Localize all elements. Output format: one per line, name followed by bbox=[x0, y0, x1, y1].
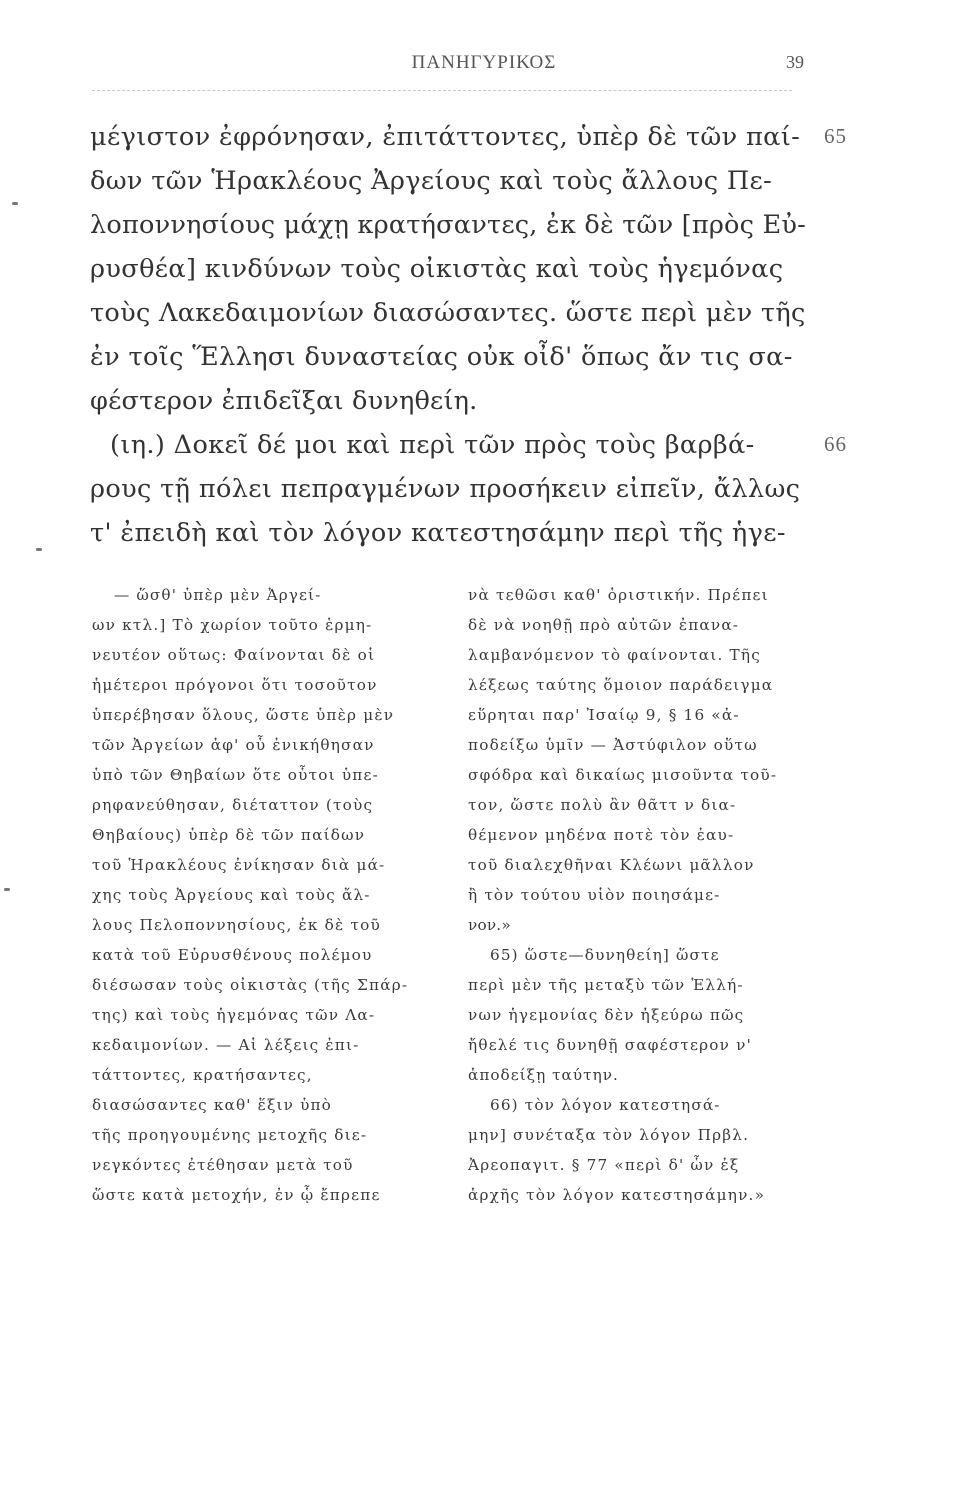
commentary-line: μην] συνέταξα τὸν λόγον Πρβλ. bbox=[468, 1126, 750, 1144]
commentary-line: ρηφανεύθησαν, διέταττον (τοὺς bbox=[92, 796, 374, 814]
commentary-line: εὕρηται παρ' Ἰσαίῳ 9, § 16 «ἀ- bbox=[468, 706, 740, 724]
commentary-line: διασώσαντες καθ' ἕξιν ὑπὸ bbox=[92, 1096, 332, 1114]
commentary-line: τον, ὥστε πολὺ ἂν θᾶττ ν δια- bbox=[468, 796, 737, 814]
main-text-line: ρυσθέα] κινδύνων τοὺς οἰκιστὰς καὶ τοὺς ἡγεμόνας bbox=[90, 254, 784, 284]
commentary-line: νευτέον οὕτως: Φαίνονται δὲ οἱ bbox=[92, 646, 376, 664]
print-smudge bbox=[36, 548, 42, 551]
commentary-line: της) καὶ τοὺς ἡγεμόνας τῶν Λα- bbox=[92, 1006, 376, 1024]
main-text-line: ρους τῇ πόλει πεπραγμένων προσήκειν εἰπεῖν, ἄλλως bbox=[90, 474, 801, 504]
commentary-line: νων ἡγεμονίας δὲν ἠξεύρω πῶς bbox=[468, 1006, 745, 1024]
commentary-line: νεγκόντες ἐτέθησαν μετὰ τοῦ bbox=[92, 1156, 354, 1174]
commentary-line: περὶ μὲν τῆς μεταξὺ τῶν Ἑλλή- bbox=[468, 976, 744, 994]
main-text-line: ἐν τοῖς Ἕλλησι δυναστείας οὐκ οἶδ' ὅπως ἄν τις σα- bbox=[90, 342, 793, 372]
commentary-line: τοῦ Ἡρακλέους ἐνίκησαν διὰ μά- bbox=[92, 856, 386, 874]
print-smudge bbox=[4, 888, 10, 891]
margin-line-number: 65 bbox=[824, 124, 847, 148]
commentary-line: ὥστε κατὰ μετοχήν, ἐν ᾧ ἔπρεπε bbox=[92, 1186, 381, 1204]
commentary-line: τάττοντες, κρατήσαντες, bbox=[92, 1066, 313, 1084]
commentary-line: κεδαιμονίων. — Αἱ λέξεις ἐπι- bbox=[92, 1036, 360, 1054]
running-title: ΠΑΝΗΓΥΡΙΚΟΣ bbox=[411, 52, 557, 73]
commentary-line: δὲ νὰ νοηθῇ πρὸ αὐτῶν ἐπανα- bbox=[468, 616, 740, 634]
print-smudge bbox=[12, 202, 18, 205]
commentary-line: λαμβανόμενον τὸ φαίνονται. Τῆς bbox=[468, 646, 761, 664]
commentary-line: λέξεως ταύτης ὅμοιον παράδειγμα bbox=[468, 676, 774, 694]
commentary-line: ἢ τὸν τούτου υἱὸν ποιησάμε- bbox=[468, 886, 721, 904]
commentary-line: κατὰ τοῦ Εὐρυσθένους πολέμου bbox=[92, 946, 373, 964]
commentary-line: χης τοὺς Ἀργείους καὶ τοὺς ἄλ- bbox=[92, 886, 371, 904]
main-text-line: φέστερον ἐπιδεῖξαι δυνηθείη. bbox=[90, 386, 478, 416]
commentary-line: σφόδρα καὶ δικαίως μισοῦντα τοῦ- bbox=[468, 766, 778, 784]
margin-line-number: 66 bbox=[824, 432, 847, 456]
header-rule bbox=[92, 90, 792, 91]
commentary-line: διέσωσαν τοὺς οἰκιστὰς (τῆς Σπάρ- bbox=[92, 976, 409, 994]
commentary-line: νον.» bbox=[468, 916, 511, 934]
commentary-line: ὑπὸ τῶν Θηβαίων ὅτε οὗτοι ὑπε- bbox=[92, 766, 379, 784]
commentary-line: 66) τὸν λόγον κατεστησά- bbox=[490, 1096, 721, 1114]
commentary-line: ἡμέτεροι πρόγονοι ὅτι τοσοῦτον bbox=[92, 676, 378, 694]
commentary-line: ποδείξω ὑμῖν — Ἀστύφιλον οὕτω bbox=[468, 736, 758, 754]
main-text-line: τ' ἐπειδὴ καὶ τὸν λόγον κατεστησάμην περὶ τῆς ἡγε- bbox=[90, 518, 786, 548]
commentary-line: θέμενον μηδένα ποτὲ τὸν ἑαυ- bbox=[468, 826, 735, 844]
commentary-line: Θηβαίους) ὑπὲρ δὲ τῶν παίδων bbox=[92, 826, 366, 844]
commentary-line: ων κτλ.] Τὸ χωρίον τοῦτο ἑρμη- bbox=[92, 616, 373, 634]
commentary-line: Ἀρεοπαγιτ. § 77 «περὶ δ' ὧν ἐξ bbox=[468, 1156, 740, 1174]
commentary-line: ὑπερέβησαν ὅλους, ὥστε ὑπὲρ μὲν bbox=[92, 706, 395, 724]
commentary-line: τοῦ διαλεχθῆναι Κλέωνι μᾶλλον bbox=[468, 856, 755, 874]
commentary-line: ἀποδείξῃ ταύτην. bbox=[468, 1066, 619, 1084]
commentary-line: — ὥσθ' ὑπὲρ μὲν Ἀργεί- bbox=[114, 586, 322, 604]
commentary-line: τῶν Ἀργείων ἀφ' οὗ ἐνικήθησαν bbox=[92, 736, 375, 754]
page-number: 39 bbox=[786, 52, 804, 72]
main-text-line: (ιη.) Δοκεῖ δέ μοι καὶ περὶ τῶν πρὸς τοὺς βαρβά- bbox=[110, 430, 755, 460]
commentary-line: τῆς προηγουμένης μετοχῆς διε- bbox=[92, 1126, 368, 1144]
commentary-line: ἤθελέ τις δυνηθῇ σαφέστερον ν' bbox=[468, 1036, 752, 1054]
main-text-line: μέγιστον ἐφρόνησαν, ἐπιτάττοντες, ὑπὲρ δὲ τῶν παί- bbox=[90, 122, 801, 152]
commentary-line: ἀρχῆς τὸν λόγον κατεστησάμην.» bbox=[468, 1186, 766, 1204]
main-text-line: τοὺς Λακεδαιμονίων διασώσαντες. ὥστε περὶ μὲν τῆς bbox=[90, 298, 806, 328]
commentary-line: νὰ τεθῶσι καθ' ὁριστικήν. Πρέπει bbox=[468, 586, 769, 604]
main-text-line: λοποννησίους μάχῃ κρατήσαντες, ἐκ δὲ τῶν [πρὸς Εὐ- bbox=[90, 210, 806, 240]
commentary-line: λους Πελοποννησίους, ἐκ δὲ τοῦ bbox=[92, 916, 381, 934]
main-text-line: δων τῶν Ἡρακλέους Ἀργείους καὶ τοὺς ἄλλους Πε- bbox=[90, 166, 773, 196]
commentary-line: 65) ὥστε—δυνηθείη] ὥστε bbox=[490, 946, 720, 964]
